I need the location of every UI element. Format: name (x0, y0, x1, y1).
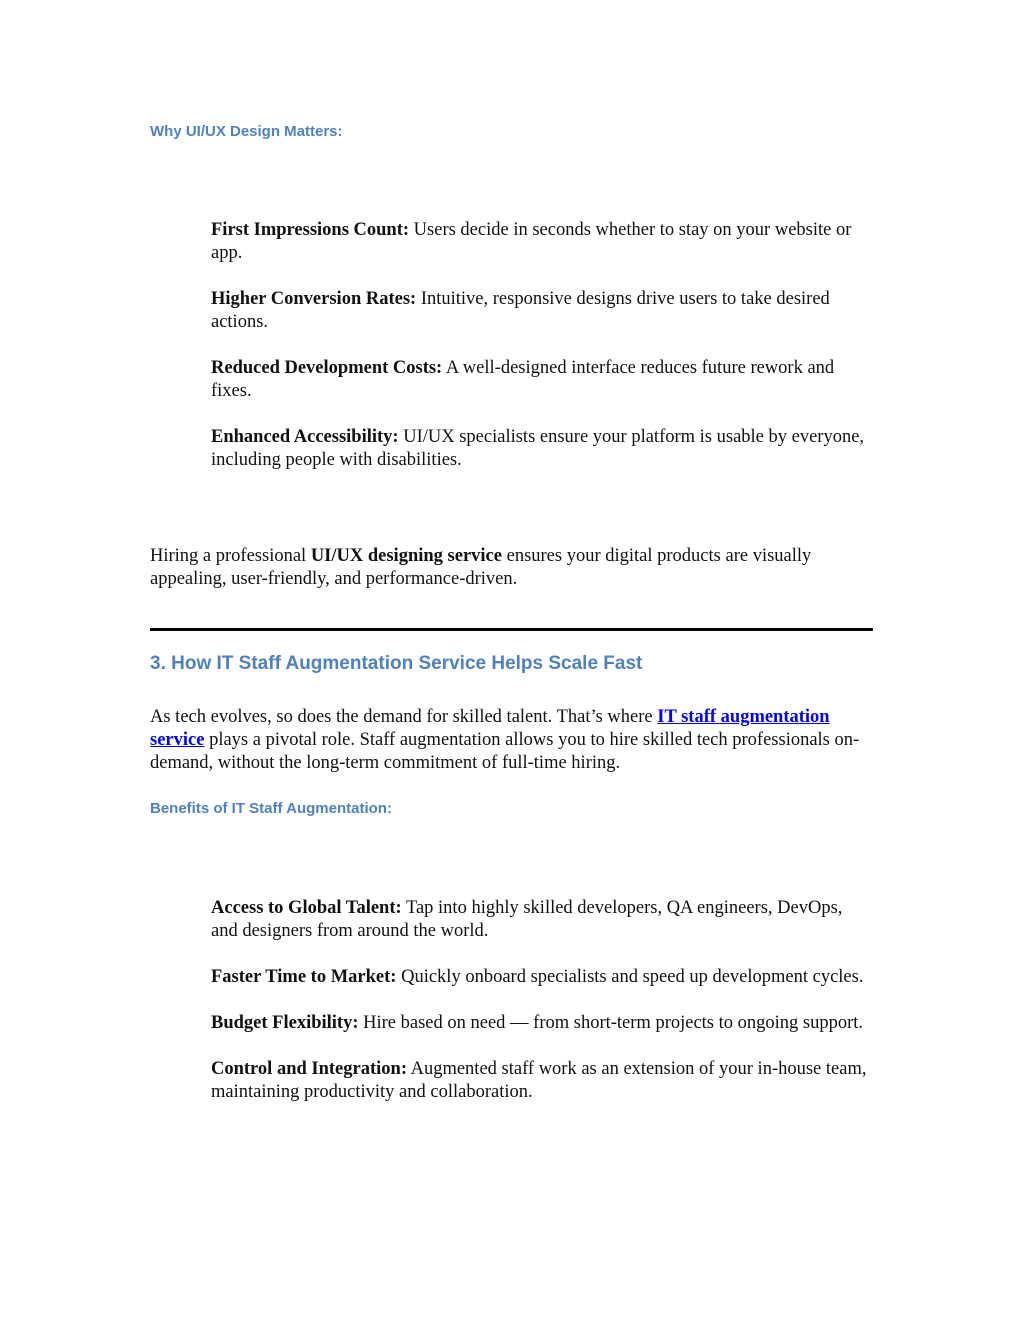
staff-intro-paragraph (150, 706, 875, 775)
staff-augmentation-heading: 3. How IT Staff Augmentation Service Helps Scale Fast (150, 653, 643, 674)
item-text: Augmented staff work as an extension of your in-house team, maintaining productivity and collaboration. (211, 1059, 867, 1102)
list-item (211, 966, 871, 989)
it-staff-augmentation-link[interactable]: IT staff augmentation service (150, 707, 830, 750)
benefits-list (211, 897, 871, 1104)
item-title: Access to Global Talent: (211, 898, 402, 918)
item-text: Intuitive, responsive designs drive users to take desired actions. (211, 289, 830, 332)
item-title: Reduced Development Costs: (211, 358, 443, 378)
benefits-heading: Benefits of IT Staff Augmentation: (150, 800, 392, 817)
list-item (211, 1012, 871, 1035)
intro-text-after: plays a pivotal role. Staff augmentation allows you to hire skilled tech professionals on-demand, without the long-term commitment of full-time hiring. (150, 730, 860, 773)
list-item (211, 426, 871, 472)
item-title: Control and Integration: (211, 1059, 407, 1079)
item-text: Tap into highly skilled developers, QA engineers, DevOps, and designers from around the world. (211, 898, 843, 941)
why-uiux-list (211, 219, 871, 472)
item-text: A well-designed interface reduces future rework and fixes. (211, 358, 835, 401)
closing-bold-term: UI/UX designing service (310, 546, 502, 566)
closing-text-before: Hiring a professional (150, 546, 311, 566)
intro-text-before: As tech evolves, so does the demand for skilled talent. That’s where (150, 707, 658, 727)
why-uiux-heading: Why UI/UX Design Matters: (150, 123, 343, 140)
item-text: Users decide in seconds whether to stay on your website or app. (211, 220, 852, 263)
closing-text-after: ensures your digital products are visually appealing, user-friendly, and performance-driven. (150, 546, 812, 589)
section-divider (150, 628, 873, 631)
item-text: Hire based on need — from short-term projects to ongoing support. (358, 1013, 864, 1033)
list-item (211, 1058, 871, 1104)
item-title: Enhanced Accessibility: (211, 427, 399, 447)
list-item (211, 219, 871, 265)
uiux-closing-paragraph (150, 545, 875, 591)
item-text: Quickly onboard specialists and speed up development cycles. (396, 967, 864, 987)
item-text: UI/UX specialists ensure your platform is usable by everyone, including people with disabilities. (211, 427, 865, 470)
item-title: First Impressions Count: (211, 220, 410, 240)
item-title: Budget Flexibility: (211, 1013, 359, 1033)
list-item (211, 897, 871, 943)
list-item (211, 357, 871, 403)
item-title: Higher Conversion Rates: (211, 289, 417, 309)
list-item (211, 288, 871, 334)
item-title: Faster Time to Market: (211, 967, 397, 987)
